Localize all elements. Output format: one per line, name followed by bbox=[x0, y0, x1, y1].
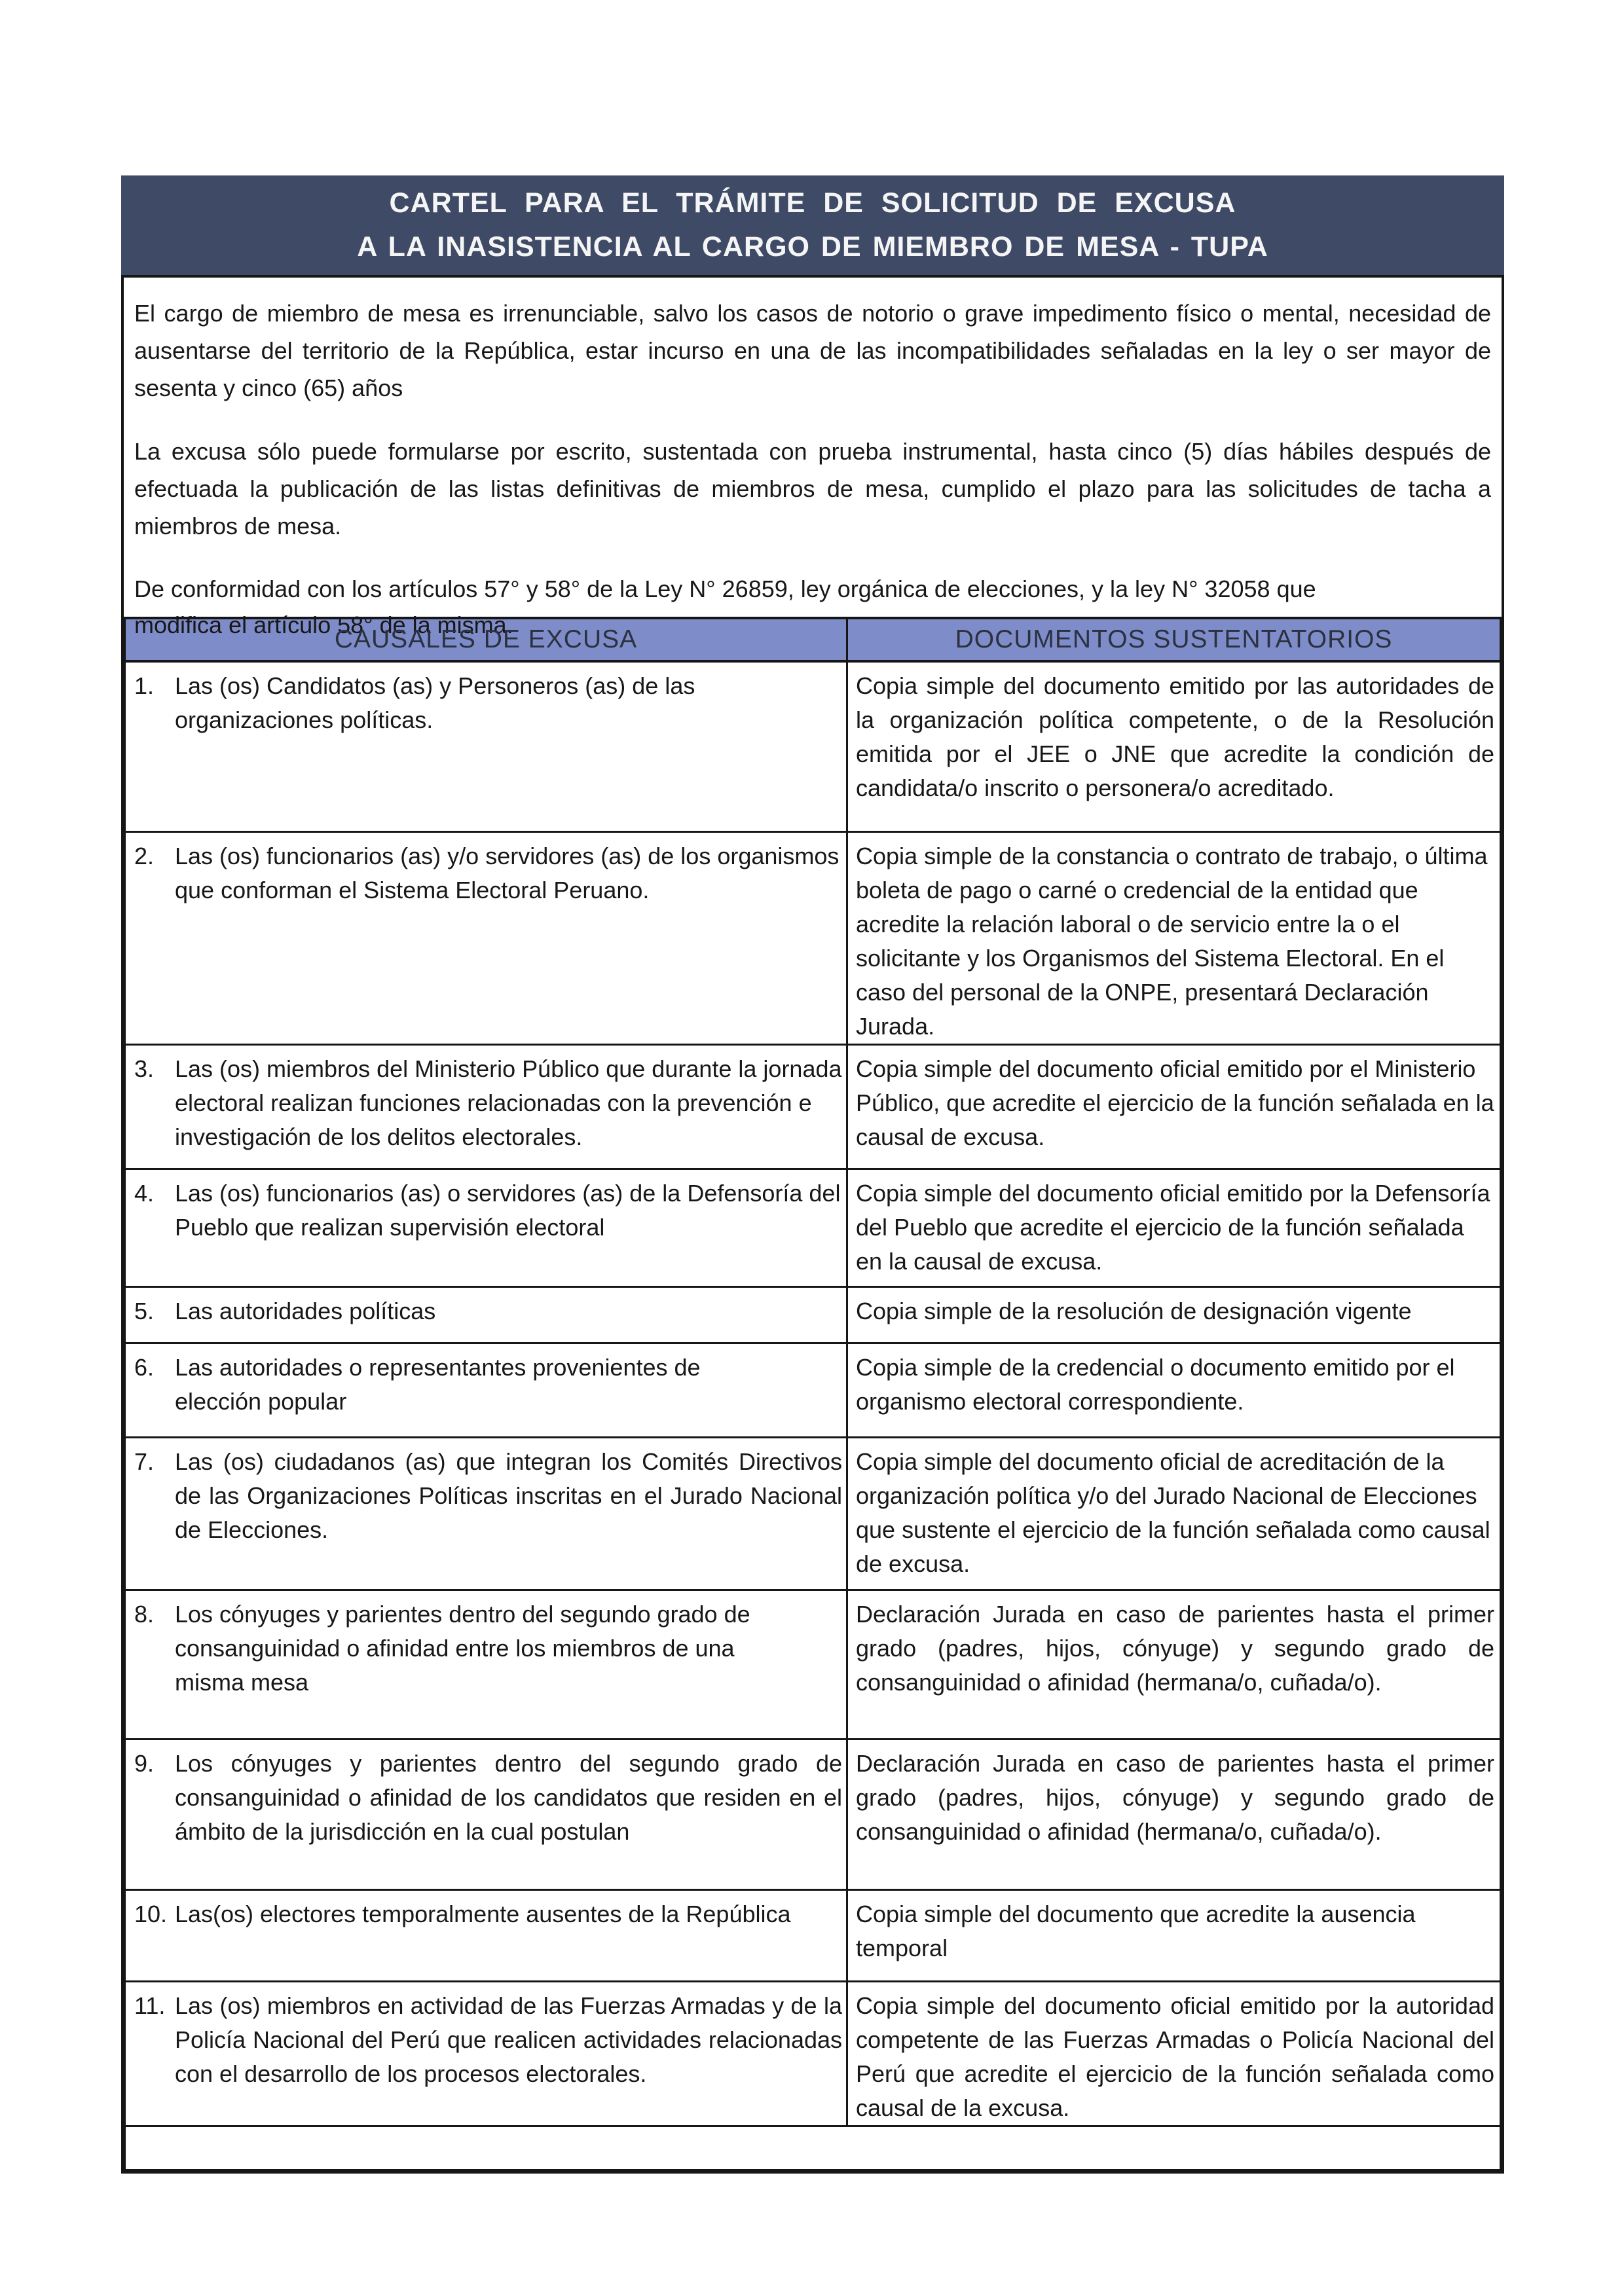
table-row bbox=[125, 1981, 1501, 2126]
intro-section bbox=[124, 278, 1502, 638]
row-number: 4. bbox=[134, 1179, 155, 1207]
column-header-documentos: DOCUMENTOS SUSTENTATORIOS bbox=[847, 618, 1501, 661]
row-number: 2. bbox=[134, 842, 155, 869]
causal-text: Los cónyuges y parientes dentro del segundo grado de consanguinidad o afinidad entre los miembros de una misma mesa bbox=[175, 1600, 750, 1696]
causal-text: Los cónyuges y parientes dentro del segundo grado de consanguinidad o afinidad de los candidatos que residen en el ámbito de la jurisdicción en la cual postulan bbox=[175, 1749, 843, 1845]
causal-text: Las(os) electores temporalmente ausentes de la República bbox=[175, 1900, 791, 1927]
causal-text: Las (os) miembros en actividad de las Fuerzas Armadas y de la Policía Nacional del Perú que realicen actividades relacionadas con el desarrollo de los procesos electorales. bbox=[175, 1992, 843, 2087]
row-number: 5. bbox=[134, 1297, 155, 1324]
column-header-causales: CAUSALES DE EXCUSA bbox=[125, 618, 847, 661]
table-row bbox=[125, 1739, 1501, 1889]
table-row bbox=[125, 1044, 1501, 1169]
row-number: 11. bbox=[134, 1992, 166, 2019]
documento-text: Copia simple del documento emitido por las autoridades de la organización política competente, o de la Resolución emitida por el JEE o JNE que acredite la condición de candidata/o inscrito o personera/o acreditado. bbox=[856, 672, 1494, 801]
causal-text: Las (os) funcionarios (as) y/o servidores (as) de los organismos que conforman el Sistema Electoral Peruano. bbox=[175, 842, 840, 903]
document-sheet bbox=[121, 175, 1504, 2174]
table-row bbox=[125, 1343, 1501, 1437]
documento-text: Copia simple de la credencial o documento emitido por el organismo electoral correspondiente. bbox=[856, 1353, 1455, 1415]
row-number: 7. bbox=[134, 1448, 155, 1475]
table-row bbox=[125, 1889, 1501, 1981]
empty-strip bbox=[125, 2126, 1501, 2170]
table-row bbox=[125, 1169, 1501, 1286]
row-number: 6. bbox=[134, 1353, 155, 1381]
intro-paragraph-1: El cargo de miembro de mesa es irrenunciable, salvo los casos de notorio o grave impedimento físico o mental, necesidad de ausentarse del territorio de la República, estar incurso en una de las incompatibilidades señaladas en la ley o ser mayor de sesenta y cinco (65) años bbox=[134, 300, 1491, 401]
documento-text: Copia simple del documento oficial emitido por la Defensoría del Pueblo que acredite el ejercicio de la función señalada en la causal de excusa. bbox=[856, 1179, 1490, 1275]
row-number: 9. bbox=[134, 1749, 155, 1777]
table-row bbox=[125, 1286, 1501, 1343]
table-row bbox=[125, 1590, 1501, 1739]
table-row bbox=[125, 831, 1501, 1044]
causal-text: Las (os) funcionarios (as) o servidores (as) de la Defensoría del Pueblo que realizan supervisión electoral bbox=[175, 1179, 841, 1241]
causal-text: Las autoridades o representantes provenientes de elección popular bbox=[175, 1353, 701, 1415]
table-row bbox=[125, 661, 1501, 831]
causal-text: Las (os) ciudadanos (as) que integran los Comités Directivos de las Organizaciones Políticas inscritas en el Jurado Nacional de Elecciones. bbox=[175, 1448, 843, 1543]
row-number: 3. bbox=[134, 1055, 155, 1082]
causal-text: Las (os) miembros del Ministerio Público que durante la jornada electoral realizan funciones relacionadas con la prevención e investigación de los delitos electorales. bbox=[175, 1055, 842, 1150]
intro-paragraph-2: La excusa sólo puede formularse por escrito, sustentada con prueba instrumental, hasta cinco (5) días hábiles después de efectuada la publicación de las listas definitivas de miembros de mesa, cumplido el plazo para las solicitudes de tacha a miembros de mesa. bbox=[134, 438, 1491, 539]
intro-paragraph-3: De conformidad con los artículos 57° y 58° de la Ley N° 26859, ley orgánica de elecciones, y la ley N° 32058 que modifica el artículo 58° de la misma. bbox=[134, 575, 1316, 638]
title-line-1: CARTEL PARA EL TRÁMITE DE SOLICITUD DE EXCUSA bbox=[389, 187, 1236, 219]
row-number: 8. bbox=[134, 1600, 155, 1628]
documento-text: Copia simple de la resolución de designación vigente bbox=[856, 1297, 1412, 1324]
documento-text: Copia simple de la constancia o contrato de trabajo, o última boleta de pago o carné o credencial de la entidad que acredite la relación laboral o de servicio entre la o el solicitante y los Organismos del Sistema Electoral. En el caso del personal de la ONPE, presentará Declaración Jurada. bbox=[856, 842, 1488, 1040]
title-line-2: A LA INASISTENCIA AL CARGO DE MIEMBRO DE MESA - TUPA bbox=[357, 231, 1268, 263]
causal-text: Las (os) Candidatos (as) y Personeros (as) de las organizaciones políticas. bbox=[175, 672, 695, 733]
table-row bbox=[125, 1437, 1501, 1590]
documento-text: Copia simple del documento oficial de acreditación de la organización política y/o del Jurado Nacional de Elecciones que sustente el ejercicio de la función señalada como causal de excusa. bbox=[856, 1448, 1490, 1577]
documento-text: Copia simple del documento que acredite la ausencia temporal bbox=[856, 1900, 1416, 1961]
content-box bbox=[121, 275, 1504, 2174]
documento-text: Declaración Jurada en caso de parientes hasta el primer grado (padres, hijos, cónyuge) y segundo grado de consanguinidad o afinidad (hermana/o, cuñada/o). bbox=[856, 1600, 1494, 1696]
title-band bbox=[121, 175, 1504, 275]
causal-text: Las autoridades políticas bbox=[175, 1297, 436, 1324]
row-number: 10. bbox=[134, 1900, 168, 1927]
causales-table bbox=[124, 617, 1502, 2171]
row-number: 1. bbox=[134, 672, 155, 699]
documento-text: Declaración Jurada en caso de parientes hasta el primer grado (padres, hijos, cónyuge) y segundo grado de consanguinidad o afinidad (hermana/o, cuñada/o). bbox=[856, 1749, 1494, 1845]
empty-row bbox=[125, 2126, 1501, 2170]
documento-text: Copia simple del documento oficial emitido por el Ministerio Público, que acredite el ejercicio de la función señalada en la causal de excusa. bbox=[856, 1055, 1494, 1150]
documento-text: Copia simple del documento oficial emitido por la autoridad competente de las Fuerzas Armadas o Policía Nacional del Perú que acredite el ejercicio de la función señalada como causal de la excusa. bbox=[856, 1992, 1494, 2121]
